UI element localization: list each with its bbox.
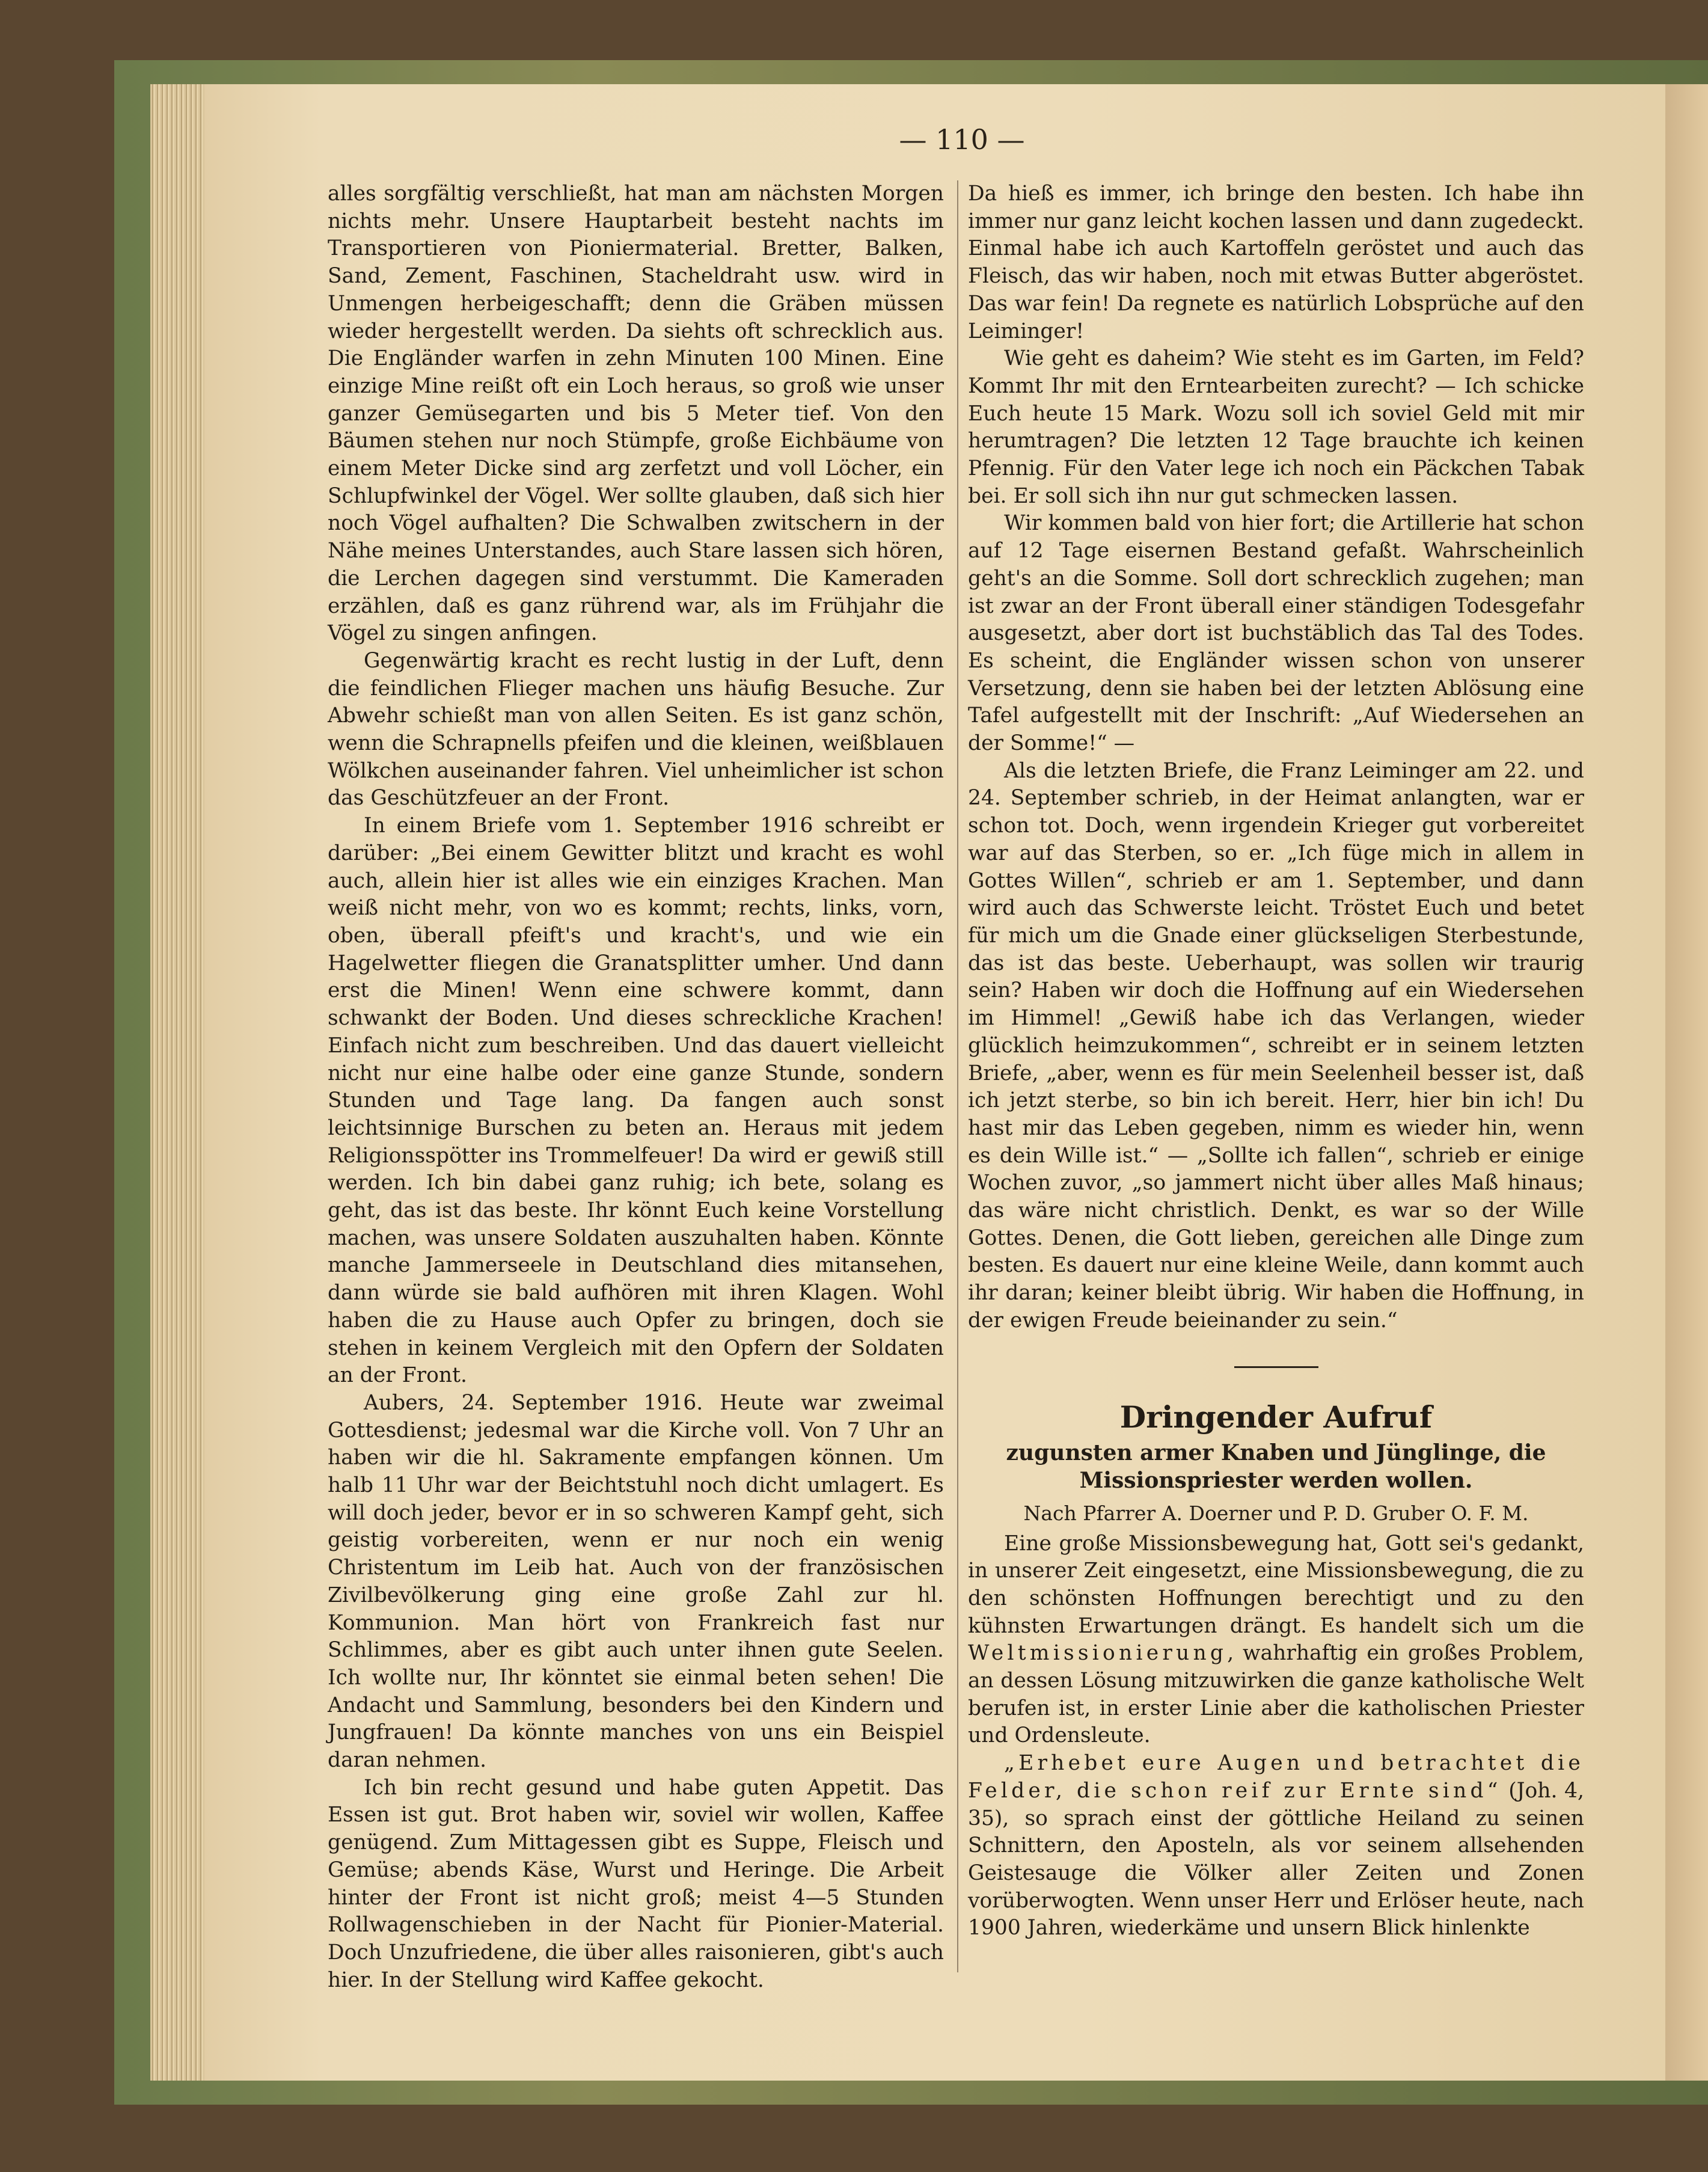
text-run: (Joh. 4, 35), so sprach einst der göttliche Heiland zu seinen Schnittern, den Aposteln, als vor seinem allsehenden Geistesauge die Völker aller Zeiten und Zonen vorüberwogten. Wenn unser Herr und Erlöser heute, nach 1900 Jahren, wiederkäme und unsern Blick hinlenkte <box>968 1778 1584 1940</box>
facing-page-edge <box>1659 84 1708 2081</box>
paragraph: Da hieß es immer, ich bringe den besten. Ich habe ihn immer nur ganz leicht kochen lassen und dann zugedeckt. Einmal habe ich auch Kartoffeln geröstet und auch das Fleisch, das wir haben, noch mit etwas Butter abgeröstet. Das war fein! Da regnete es natürlich Lobsprüche auf den Leiminger! <box>968 182 1584 343</box>
article-title: Dringender Aufruf <box>1119 1399 1433 1435</box>
article-byline: Nach Pfarrer A. Doerner und P. D. Gruber O. F. M. <box>1023 1501 1529 1525</box>
section-separator <box>1234 1366 1318 1368</box>
paragraph: alles sorgfältig verschließt, hat man am nächsten Morgen nichts mehr. Unsere Hauptarbeit besteht nachts im Transportieren von Pioniermaterial. Bretter, Balken, Sand, Zement, Faschinen, Stacheldraht usw. wird in Unmengen herbeigeschafft; denn die Gräben müssen wieder hergestellt werden. Da siehts oft schrecklich aus. Die Engländer warfen in zehn Minuten 100 Minen. Eine einzige Mine reißt oft ein Loch heraus, so groß wie unser ganzer Gemüsegarten und bis 5 Meter tief. Von den Bäumen stehen nur noch Stümpfe, große Eichbäume von einem Meter Dicke sind arg zerfetzt und voll Löcher, ein Schlupfwinkel der Vögel. Wer sollte glauben, daß sich hier noch Vögel aufhalten? Die Schwalben zwitschern in der Nähe meines Unterstandes, auch Stare lassen sich hören, die Lerchen dagegen sind verstummt. Die Kameraden erzählen, daß es ganz rührend war, als im Frühjahr die Vögel zu singen anfingen. <box>328 182 944 646</box>
paragraph: Ich bin recht gesund und habe guten Appetit. Das Essen ist gut. Brot haben wir, soviel wir wollen, Kaffee genügend. Zum Mittagessen gibt es Suppe, Fleisch und Gemüse; abends Käse, Wurst und Heringe. Die Arbeit hinter der Front ist nicht groß; meist 4—5 Stunden Rollwagenschieben in der Nacht für Pionier-Material. Doch Unzufriedene, die über alles raisonieren, gibt's auch hier. In der Stellung wird Kaffee gekocht. <box>328 1775 944 1992</box>
paragraph: Wie geht es daheim? Wie steht es im Garten, im Feld? Kommt Ihr mit den Erntearbeiten zurecht? — Ich schicke Euch heute 15 Mark. Wozu soll ich soviel Geld mit mir herumtragen? Die letzten 12 Tage brauchte ich keinen Pfennig. Für den Vater lege ich noch ein Päckchen Tabak bei. Er soll sich ihn nur gut schmecken lassen. <box>968 346 1584 508</box>
article-subtitle: zugunsten armer Knaben und Jünglinge, die Missionspriester werden wollen. <box>1006 1440 1546 1493</box>
right-column <box>968 180 1584 1942</box>
paragraph: Wir kommen bald von hier fort; die Artillerie hat schon auf 12 Tage eisernen Bestand gefaßt. Wahrscheinlich geht's an die Somme. Soll dort schrecklich zugehen; man ist zwar an der Front überall einer ständigen Todesgefahr ausgesetzt, aber dort ist buchstäblich das Tal des Todes. Es scheint, die Engländer wissen schon von unserer Versetzung, denn sie haben bei der letzten Ablösung eine Tafel aufgestellt mit der Inschrift: „Auf Wiedersehen an der Somme!“ — <box>968 511 1584 756</box>
text-run: Eine große Missionsbewegung hat, Gott sei's gedankt, in unserer Zeit eingesetzt, eine Missionsbewegung, die zu den schönsten Hoffnungen berechtigt und zu den kühnsten Erwartungen drängt. Es handelt sich um die <box>968 1531 1584 1638</box>
emphasized-quote: „Erhebet eure Augen und betrachtet die Felder, die schon reif zur Ernte sind“ <box>968 1751 1584 1803</box>
emphasized-text: Weltmissionierung <box>968 1641 1228 1666</box>
text-run: , wahrhaftig ein großes Problem, an dessen Lösung mitzuwirken die ganze katholische Welt berufen ist, in erster Linie aber die katholischen Priester und Ordensleute. <box>968 1641 1584 1748</box>
paragraph: Als die letzten Briefe, die Franz Leiminger am 22. und 24. September schrieb, in der Heimat anlangten, war er schon tot. Doch, wenn irgendein Krieger gut vorbereitet war auf das Sterben, so er. „Ich füge mich in allem in Gottes Willen“, schrieb er am 1. September, und dann wird auch das Schwerste leicht. Tröstet Euch und betet für mich um die Gnade einer glückseligen Sterbestunde, das ist das beste. Ueberhaupt, was sollen wir traurig sein? Haben wir doch die Hoffnung auf ein Wiedersehen im Himmel! „Gewiß habe ich das Verlangen, wieder glücklich heimzukommen“, schreibt er in seinem letzten Briefe, „aber, wenn es für mein Seelenheil besser ist, daß ich jetzt sterbe, so bin ich bereit. Herr, hier bin ich! Du hast mir das Leben gegeben, nimm es wieder hin, wenn es dein Wille ist.“ — „Sollte ich fallen“, schrieb er einige Wochen zuvor, „so jammert nicht über alles Maß hinaus; das wäre nicht christlich. Denkt, es war so der Wille Gottes. Denen, die Gott lieben, gereichen alle Dinge zum besten. Es dauert nur eine kleine Weile, dann kommt auch ihr daran; keiner bleibt übrig. Wir haben die Hoffnung, in der ewigen Freude beieinander zu sein.“ <box>968 758 1584 1333</box>
page-number: — 110 — <box>899 123 1025 156</box>
column-divider <box>957 180 958 1972</box>
left-column <box>328 180 944 1994</box>
article-paragraph <box>968 1750 1584 1942</box>
paragraph: Gegenwärtig kracht es recht lustig in der Luft, denn die feindlichen Flieger machen uns häufig Besuche. Zur Abwehr schießt man von allen Seiten. Es ist ganz schön, wenn die Schrapnells pfeifen und die kleinen, weißblauen Wölkchen auseinander fahren. Viel unheimlicher ist schon das Geschützfeuer an der Front. <box>328 648 944 811</box>
paragraph: Aubers, 24. September 1916. Heute war zweimal Gottesdienst; jedesmal war die Kirche voll. Von 7 Uhr an haben wir die hl. Sakramente empfangen können. Um halb 11 Uhr war der Beichtstuhl noch dicht umlagert. Es will doch jeder, bevor er in so schweren Kampf geht, sich geistig vorbereiten, wenn er nur noch ein wenig Christentum im Leib hat. Auch von der französischen Zivilbevölkerung ging eine große Zahl zur hl. Kommunion. Man hört von Frankreich fast nur Schlimmes, aber es gibt auch unter ihnen gute Seelen. Ich wollte nur, Ihr könntet sie einmal beten sehen! Die Andacht und Sammlung, besonders bei den Kindern und Jungfrauen! Da könnte manches von uns ein Beispiel daran nehmen. <box>328 1390 944 1773</box>
paragraph: In einem Briefe vom 1. September 1916 schreibt er darüber: „Bei einem Gewitter blitzt und kracht es wohl auch, allein hier ist alles wie ein einziges Krachen. Man weiß nicht mehr, von wo es kommt; rechts, links, vorn, oben, überall pfeift's und kracht's, und wie ein Hagelwetter fliegen die Granatsplitter umher. Und dann erst die Minen! Wenn eine schwere kommt, dann schwankt der Boden. Und dieses schreckliche Krachen! Einfach nicht zum beschreiben. Und das dauert vielleicht nicht nur eine halbe oder eine ganze Stunde, sondern Stunden und Tage lang. Da fangen auch sonst leichtsinnige Burschen zu beten an. Heraus mit jedem Religionsspötter ins Trommelfeuer! Da wird er gewiß still werden. Ich bin dabei ganz ruhig; ich bete, solang es geht, das ist das beste. Ihr könnt Euch keine Vorstellung machen, was unsere Soldaten auszuhalten haben. Könnte manche Jammerseele in Deutschland dies mitansehen, dann würde sie bald aufhören mit ihren Klagen. Wohl haben die zu Hause auch Opfer zu bringen, doch sie stehen in keinem Vergleich mit den Opfern der Soldaten an der Front. <box>328 814 944 1388</box>
article-paragraph <box>968 1530 1584 1750</box>
